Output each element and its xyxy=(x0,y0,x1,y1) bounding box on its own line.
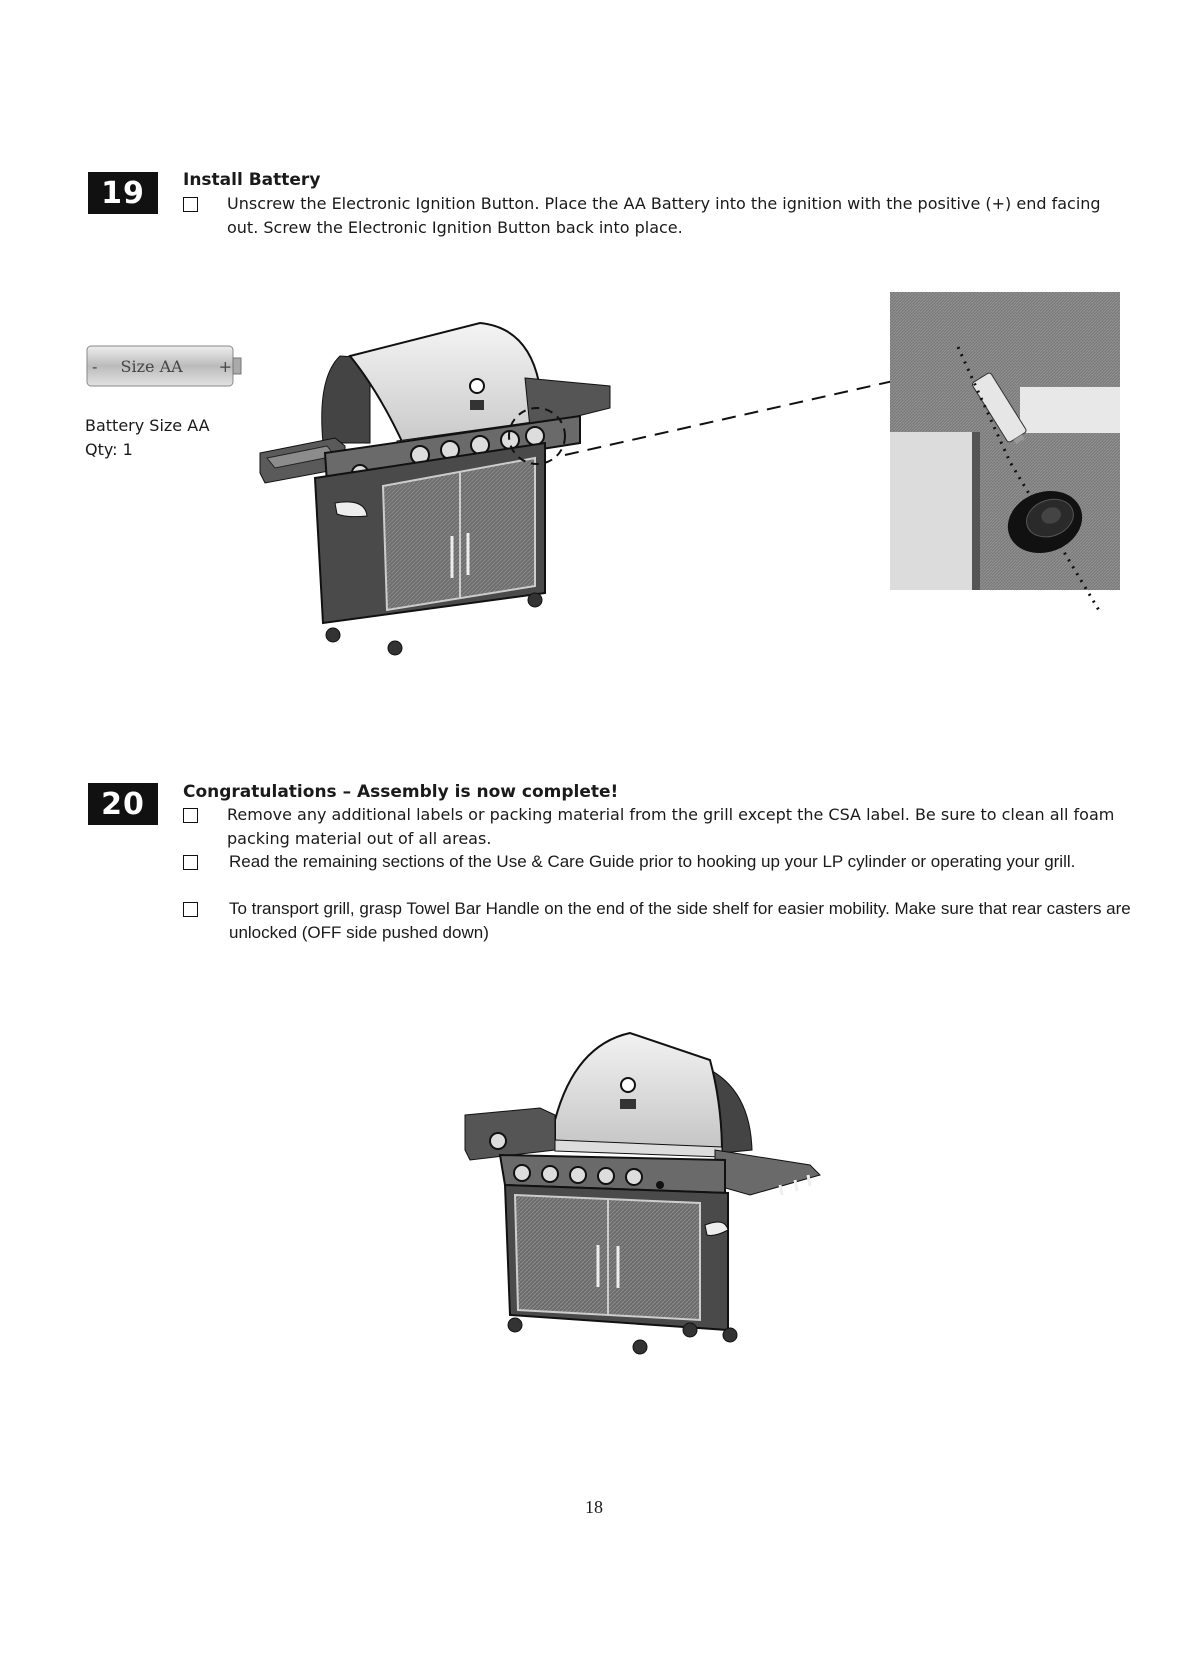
step-19-title: Install Battery xyxy=(183,170,321,190)
battery-size-text: Size AA xyxy=(120,357,183,376)
battery-caption xyxy=(85,414,210,462)
step-19-badge xyxy=(88,172,158,214)
step-20-title: Congratulations – Assembly is now complete! xyxy=(183,782,619,802)
step-20-item: Remove any additional labels or packing material from the grill except the CSA label. Be sure to clean all foam packing material out of all areas. xyxy=(183,803,1133,851)
assembled-grill-illustration xyxy=(460,1025,840,1360)
plus-sign: + xyxy=(218,357,232,376)
battery-caption-qty: Qty: 1 xyxy=(85,440,133,459)
minus-sign: - xyxy=(92,357,98,376)
checkbox-icon xyxy=(183,808,198,823)
step-number: 19 xyxy=(101,175,145,211)
step-19-item: Unscrew the Electronic Ignition Button. Place the AA Battery into the ignition with the positive (+) end facing out. Screw the Electronic Ignition Button back into place. xyxy=(183,192,1133,240)
step-20-badge xyxy=(88,783,158,825)
battery-caption-size: Battery Size AA xyxy=(85,416,210,435)
ignition-closeup-illustration xyxy=(890,292,1120,622)
checkbox-icon xyxy=(183,197,198,212)
step-number: 20 xyxy=(101,786,145,822)
step-20-item: To transport grill, grasp Towel Bar Handle on the end of the side shelf for easier mobility. Make sure that rear casters are unlocked (OFF side pushed down) xyxy=(183,897,1133,945)
battery-label xyxy=(92,357,240,376)
page-number: 18 xyxy=(585,1497,603,1517)
step-20-item: Read the remaining sections of the Use & Care Guide prior to hooking up your LP cylinder or operating your grill. xyxy=(183,850,1133,874)
checkbox-icon xyxy=(183,855,198,870)
leader-arrow xyxy=(560,360,940,460)
checkbox-icon xyxy=(183,902,198,917)
